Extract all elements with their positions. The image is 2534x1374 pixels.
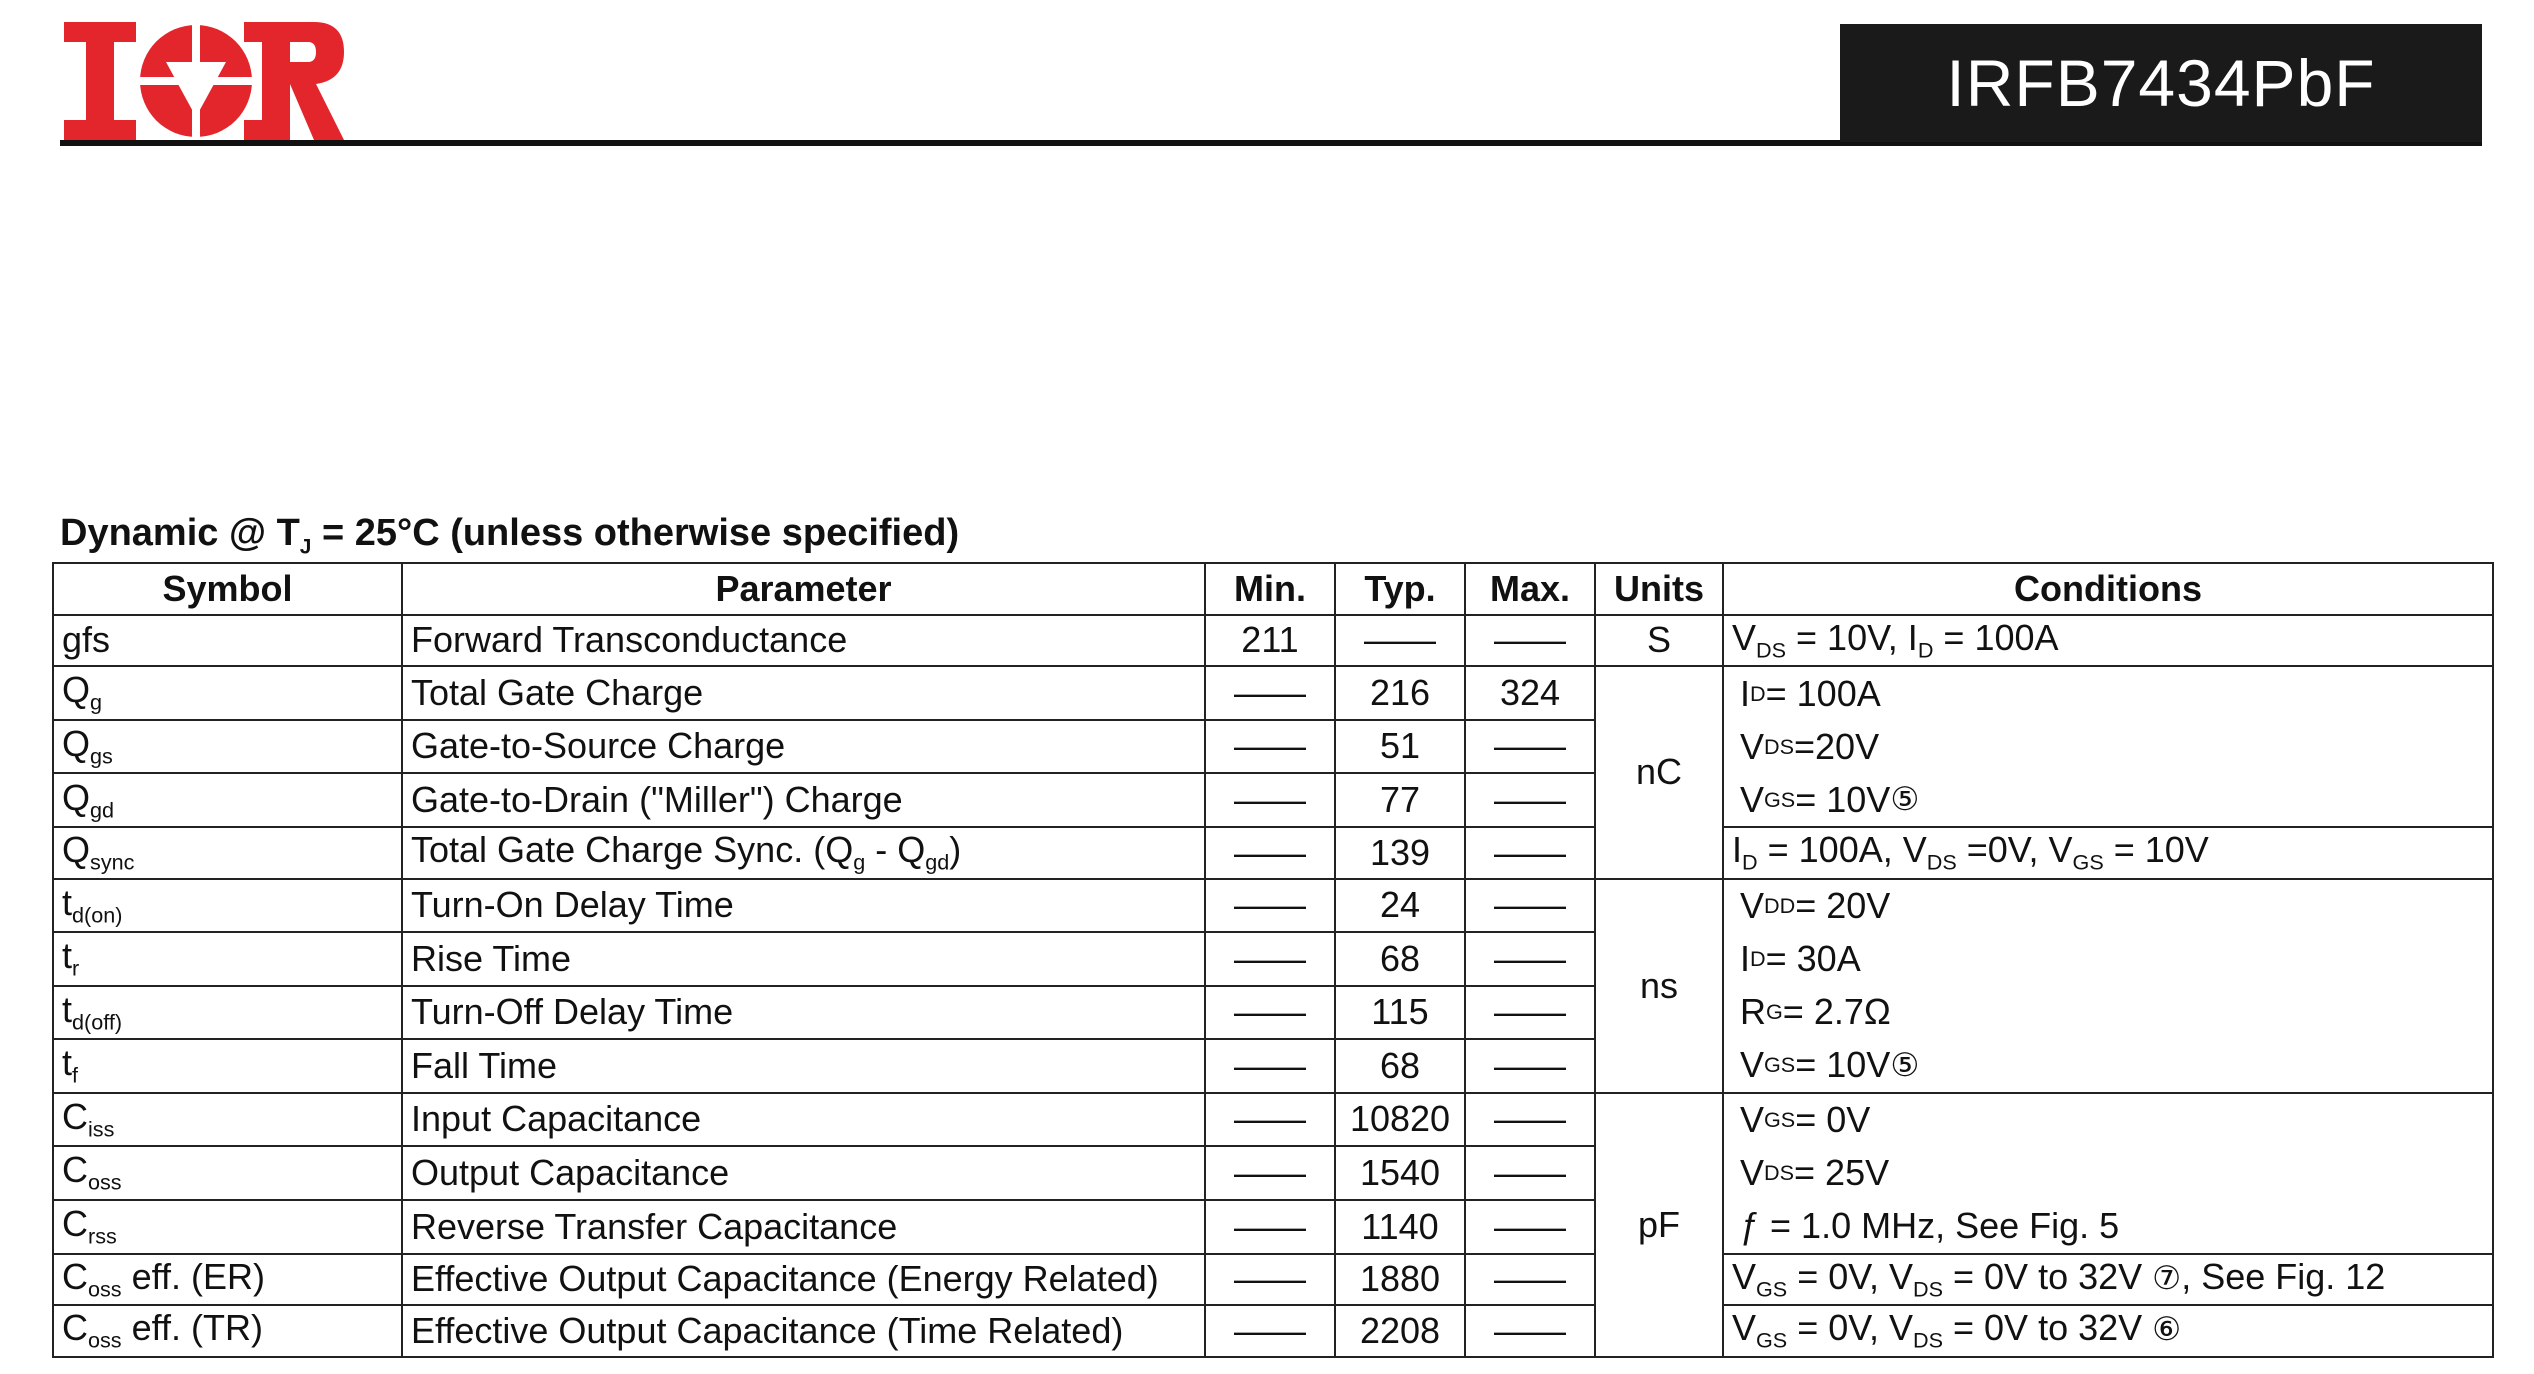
table-row	[53, 879, 2493, 933]
max-cell: ——	[1465, 879, 1595, 933]
max-cell: ——	[1465, 827, 1595, 879]
conditions-cell	[1723, 666, 2493, 827]
table-row	[53, 1093, 2493, 1147]
min-cell: 211	[1205, 615, 1335, 667]
header-units: Units	[1595, 563, 1723, 615]
units-cell: pF	[1595, 1093, 1723, 1357]
conditions-cell: $I_D = 100A$, $V_{DS} =0V$, $V_{GS} = 10V$	[1723, 827, 2493, 879]
max-cell: 324	[1465, 666, 1595, 720]
typ-cell: 216	[1335, 666, 1465, 720]
symbol-cell: $t_{d(on)}$	[53, 879, 402, 933]
parameter-cell: Turn-Off Delay Time	[402, 986, 1205, 1040]
table-row	[53, 827, 2493, 879]
min-cell: ——	[1205, 773, 1335, 827]
condition-line: R G = 2.7Ω	[1740, 991, 1891, 1032]
note-6-icon: ⑥	[2152, 1311, 2182, 1348]
table-row	[53, 1305, 2493, 1357]
symbol-cell: $Q_{sync}$	[53, 827, 402, 879]
typ-cell: 1880	[1335, 1254, 1465, 1306]
dynamic-characteristics-table	[52, 562, 2494, 1358]
parameter-cell: Effective Output Capacitance (Time Related)	[402, 1305, 1205, 1357]
max-cell: ——	[1465, 1039, 1595, 1093]
symbol-cell: $t_r$	[53, 932, 402, 986]
note-7-icon: ⑦	[2152, 1259, 2182, 1296]
symbol-cell: $Q_{gd}$	[53, 773, 402, 827]
symbol-cell: $C_{iss}$	[53, 1093, 402, 1147]
typ-cell: 77	[1335, 773, 1465, 827]
max-cell: ——	[1465, 615, 1595, 667]
max-cell: ——	[1465, 1200, 1595, 1254]
table-row	[53, 666, 2493, 720]
table-row	[53, 1254, 2493, 1306]
parameter-cell: Rise Time	[402, 932, 1205, 986]
parameter-cell: Total Gate Charge Sync. $(Q_g - Q_{gd})$	[402, 827, 1205, 879]
note-5-icon: ⑤	[1890, 781, 1920, 818]
parameter-cell: Forward Transconductance	[402, 615, 1205, 667]
max-cell: ——	[1465, 773, 1595, 827]
header-max: Max.	[1465, 563, 1595, 615]
units-cell: ns	[1595, 879, 1723, 1093]
max-cell: ——	[1465, 720, 1595, 774]
parameter-cell: Effective Output Capacitance (Energy Related)	[402, 1254, 1205, 1306]
table-header-row	[53, 563, 2493, 615]
condition-line: V GS = 10V ⑤	[1740, 1044, 1920, 1085]
condition-line: I D = 100A	[1740, 672, 1881, 714]
condition-line: ƒ = 1.0 MHz, See Fig. 5	[1740, 1205, 2120, 1246]
max-cell: ——	[1465, 1093, 1595, 1147]
note-5-icon: ⑤	[1890, 1046, 1920, 1083]
units-cell: S	[1595, 615, 1723, 667]
min-cell: ——	[1205, 827, 1335, 879]
min-cell: ——	[1205, 879, 1335, 933]
typ-cell: 10820	[1335, 1093, 1465, 1147]
symbol-cell: $C_{rss}$	[53, 1200, 402, 1254]
header-symbol: Symbol	[53, 563, 402, 615]
parameter-cell: Gate-to-Source Charge	[402, 720, 1205, 774]
header-parameter: Parameter	[402, 563, 1205, 615]
symbol-cell: $t_f$	[53, 1039, 402, 1093]
condition-line: V GS = 0V	[1740, 1099, 1871, 1140]
typ-cell: 68	[1335, 1039, 1465, 1093]
min-cell: ——	[1205, 1093, 1335, 1147]
symbol-cell: gfs	[53, 615, 402, 667]
min-cell: ——	[1205, 1039, 1335, 1093]
section-title: Dynamic @ $T_J = 25^\circ C$ (unless otherwise specified)	[60, 512, 960, 559]
max-cell: ——	[1465, 986, 1595, 1040]
parameter-cell: Input Capacitance	[402, 1093, 1205, 1147]
typ-cell: 1140	[1335, 1200, 1465, 1254]
condition-line: V DS =20V	[1740, 725, 1880, 767]
min-cell: ——	[1205, 932, 1335, 986]
ior-logo	[64, 22, 344, 140]
typ-cell: 1540	[1335, 1146, 1465, 1200]
min-cell: ——	[1205, 1200, 1335, 1254]
condition-line: V DS = 25V	[1740, 1152, 1890, 1193]
parameter-cell: Reverse Transfer Capacitance	[402, 1200, 1205, 1254]
min-cell: ——	[1205, 1305, 1335, 1357]
min-cell: ——	[1205, 1254, 1335, 1306]
symbol-cell: $Q_g$	[53, 666, 402, 720]
part-number: IRFB7434PbF	[1840, 24, 2482, 142]
table-row	[53, 615, 2493, 667]
min-cell: ——	[1205, 1146, 1335, 1200]
conditions-cell: $V_{GS} = 0V$, $V_{DS} = 0V$ to 32V ⑦, See Fig. 12	[1723, 1254, 2493, 1306]
conditions-cell: $V_{DS} = 10V$, $I_D = 100A$	[1723, 615, 2493, 667]
max-cell: ——	[1465, 1305, 1595, 1357]
typ-cell: 115	[1335, 986, 1465, 1040]
conditions-cell	[1723, 879, 2493, 1093]
typ-cell: 51	[1335, 720, 1465, 774]
header-typ: Typ.	[1335, 563, 1465, 615]
conditions-cell: $V_{GS} = 0V$, $V_{DS} = 0V$ to 32V ⑥	[1723, 1305, 2493, 1357]
typ-cell: 68	[1335, 932, 1465, 986]
condition-line: V DD = 20V	[1740, 885, 1891, 926]
min-cell: ——	[1205, 720, 1335, 774]
typ-cell: 139	[1335, 827, 1465, 879]
min-cell: ——	[1205, 986, 1335, 1040]
typ-cell: ——	[1335, 615, 1465, 667]
symbol-cell: $C_{oss}$	[53, 1146, 402, 1200]
conditions-cell	[1723, 1093, 2493, 1254]
max-cell: ——	[1465, 1254, 1595, 1306]
min-cell: ——	[1205, 666, 1335, 720]
parameter-cell: Output Capacitance	[402, 1146, 1205, 1200]
symbol-cell: $C_{oss}$ eff. (TR)	[53, 1305, 402, 1357]
parameter-cell: Total Gate Charge	[402, 666, 1205, 720]
units-cell: nC	[1595, 666, 1723, 879]
symbol-cell: $t_{d(off)}$	[53, 986, 402, 1040]
parameter-cell: Fall Time	[402, 1039, 1205, 1093]
symbol-cell: $Q_{gs}$	[53, 720, 402, 774]
header-min: Min.	[1205, 563, 1335, 615]
header-conditions: Conditions	[1723, 563, 2493, 615]
max-cell: ——	[1465, 932, 1595, 986]
parameter-cell: Turn-On Delay Time	[402, 879, 1205, 933]
symbol-cell: $C_{oss}$ eff. (ER)	[53, 1254, 402, 1306]
condition-line: I D = 30A	[1740, 938, 1861, 979]
parameter-cell: Gate-to-Drain ("Miller") Charge	[402, 773, 1205, 827]
typ-cell: 2208	[1335, 1305, 1465, 1357]
condition-line: V GS = 10V ⑤	[1740, 778, 1920, 820]
typ-cell: 24	[1335, 879, 1465, 933]
max-cell: ——	[1465, 1146, 1595, 1200]
